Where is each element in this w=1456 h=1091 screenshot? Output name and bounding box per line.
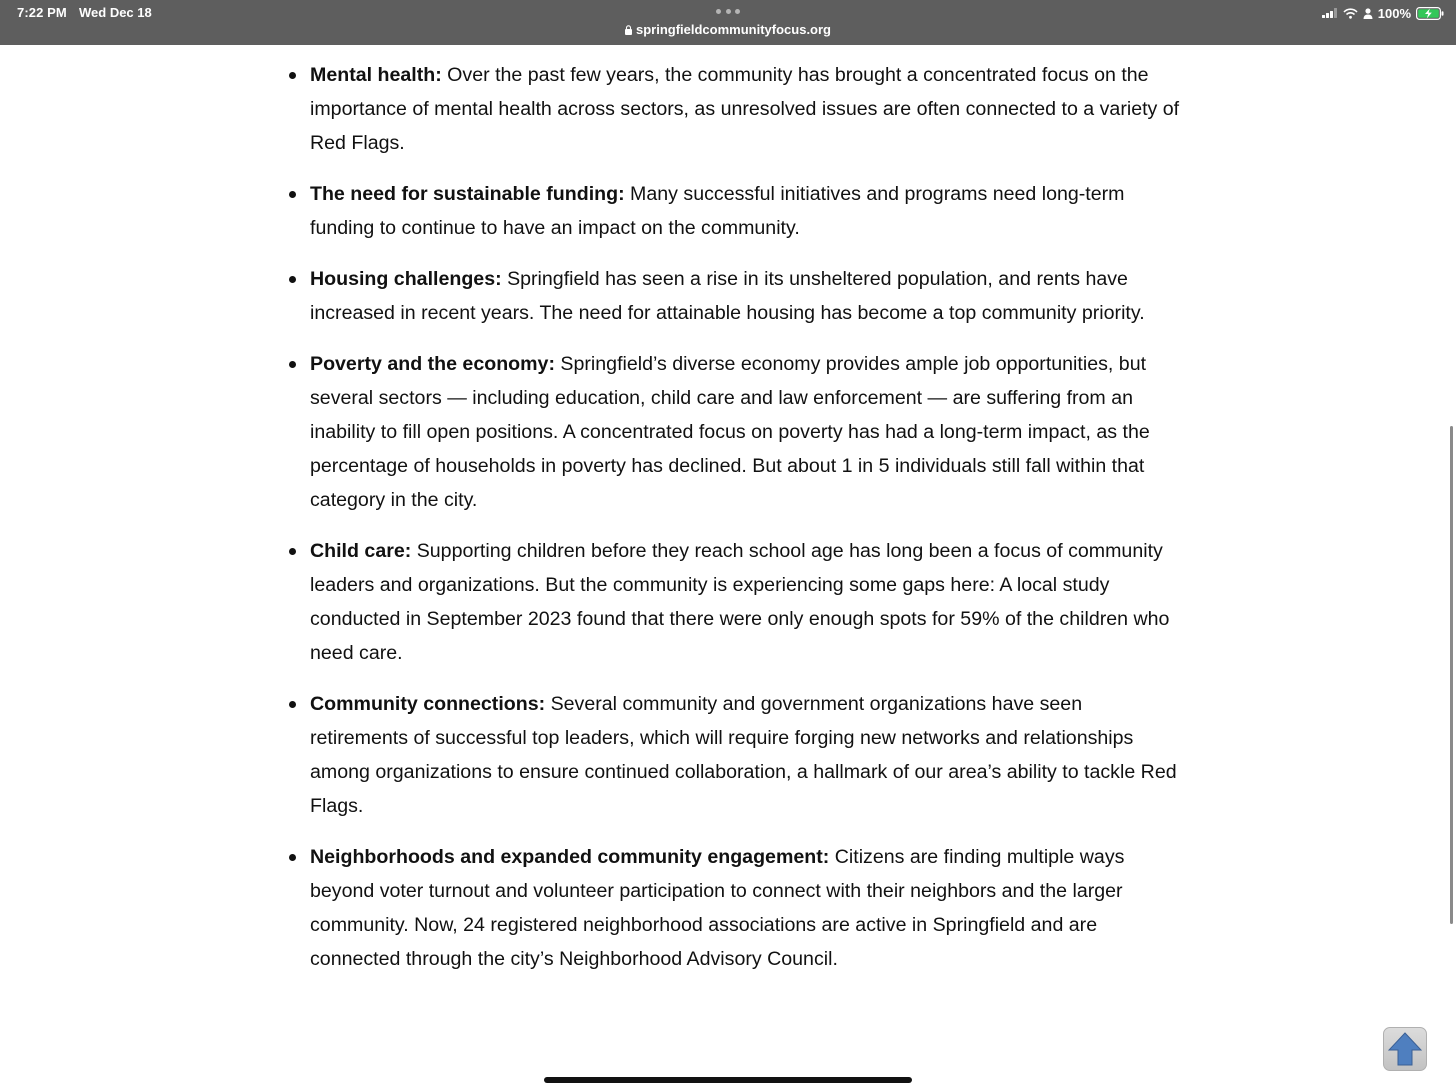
item-heading: Child care: [310,540,412,562]
item-heading: Poverty and the economy: [310,353,555,375]
item-text: Springfield has seen a rise in its unsheltered population, and rents have increased in recent years. The need for attainable housing has become a top community priority. [310,268,1145,324]
home-indicator[interactable] [544,1077,912,1083]
list-item [310,840,1180,976]
arrow-up-icon [1388,1031,1422,1067]
battery-charging-icon [1416,7,1444,20]
address-bar[interactable] [0,22,1456,37]
bullet-icon [289,548,296,555]
battery-percent: 100% [1377,5,1411,21]
status-bar [0,0,1456,45]
bullet-icon [289,276,296,283]
item-text: Over the past few years, the community has brought a concentrated focus on the importance of mental health across sectors, as unresolved issues are often connected to a variety of Red Flags. [310,64,1180,154]
issues-list [0,58,1456,976]
item-text: Many successful initiatives and programs need long-term funding to continue to have an impact on the community. [310,183,1125,239]
item-text: Supporting children before they reach school age has long been a focus of community leaders and organizations. But the community is experiencing some gaps here: A local study conducted in September 2023 found that there were only enough spots for 59% of the children who need care. [310,540,1170,664]
item-heading: Mental health: [310,64,442,86]
article-content [0,58,1456,993]
multitasking-menu-icon[interactable] [716,9,740,15]
back-to-top-button[interactable] [1383,1027,1427,1071]
list-item [310,687,1180,823]
item-heading: The need for sustainable funding: [310,183,625,205]
person-icon [1363,8,1373,19]
list-item [310,262,1180,330]
status-date: Wed Dec 18 [79,5,152,20]
item-heading: Neighborhoods and expanded community engagement: [310,846,830,868]
list-item [310,177,1180,245]
lock-icon [625,25,632,35]
url-text: springfieldcommunityfocus.org [635,22,831,37]
bullet-icon [289,191,296,198]
item-heading: Community connections: [310,693,546,715]
item-text: Several community and government organizations have seen retirements of successful top leaders, which will require forging new networks and relationships among organizations to ensure continued collaboration, a hallmark of our area’s ability to tackle Red Flags. [310,693,1177,817]
status-indicators [1322,4,1444,22]
list-item [310,347,1180,517]
item-text: Springfield’s diverse economy provides ample job opportunities, but several sectors — including education, child care and law enforcement — are suffering from an inability to fill open positions. A concentrated focus on poverty has had a long-term impact, as the percentage of households in poverty has declined. But about 1 in 5 individuals still fall within that category in the city. [310,353,1150,511]
status-time: 7:22 PM [17,5,67,20]
bullet-icon [289,361,296,368]
scrollbar[interactable] [1450,426,1453,924]
bullet-icon [289,854,296,861]
signal-icon [1322,8,1338,18]
item-heading: Housing challenges: [310,268,502,290]
bullet-icon [289,72,296,79]
list-item [310,534,1180,670]
bullet-icon [289,701,296,708]
item-text: Citizens are finding multiple ways beyond voter turnout and volunteer participation to connect with their neighbors and the larger community. Now, 24 registered neighborhood associations are active in Springfield and are connected through the city’s Neighborhood Advisory Council. [310,846,1125,970]
list-item [310,58,1180,160]
wifi-icon [1343,8,1358,19]
